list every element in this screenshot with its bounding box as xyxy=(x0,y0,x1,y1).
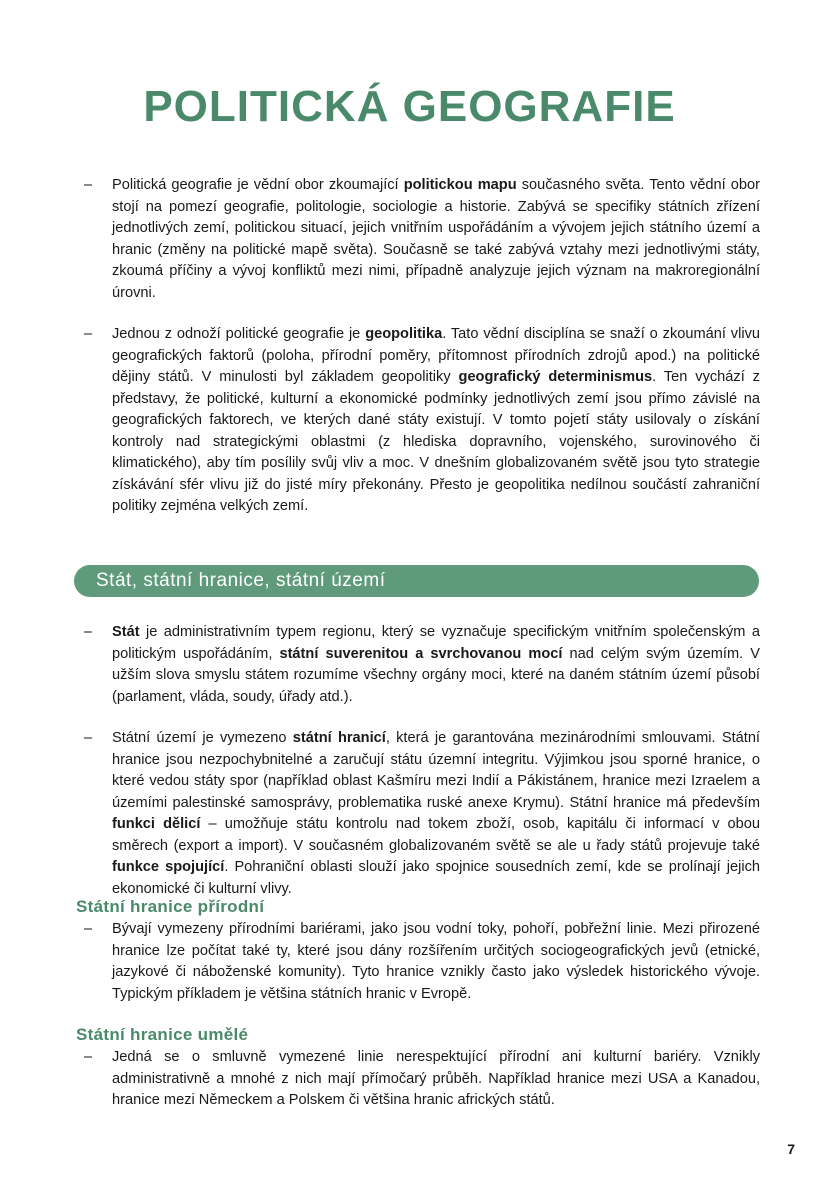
text-run: . Tato vědní disciplína se snaží o zkoumání vlivu geografických faktorů (poloha, přírodní poměry, přítomnost přírodních zdrojů apod.) na politické dějiny států. V minulosti byl základem geopolitiky xyxy=(112,326,761,385)
text-run: Politická geografie je vědní obor zkoumající xyxy=(112,177,404,193)
subheading-natural-borders: Státní hranice přírodní xyxy=(76,897,265,916)
text-run: – umožňuje státu kontrolu nad tokem zboží, osob, kapitálu či informací v obou směrech (export a import). V současném globalizovaném světě se ale u řady států projevuje také xyxy=(112,816,760,854)
bullet-item xyxy=(84,622,760,708)
page-number: 7 xyxy=(787,1141,795,1157)
text-run: , která je garantována mezinárodními smlouvami. Státní hranice jsou nezpochybnitelné a zaručují státu územní integritu. Výjimkou jsou sporné hranice, o které vedou státy spor (například oblast Kašmíru mezi Indií a Pákistánem, hranice mezi Izraelem a územími palestinské samosprávy, problematika ruské anexe Krymu). Státní hranice má především xyxy=(112,730,760,811)
dash-bullet: – xyxy=(84,921,93,937)
paragraph-text: Jedná se o smluvně vymezené linie nerespektující přírodní ani kulturní bariéry. Vznikly administrativně a mnohé z nich mají přímočarý průběh. Například hranice mezi USA a Kanadou, hranice mezi Německem a Polskem či většina hranic afrických států. xyxy=(112,1049,760,1108)
bullet-item xyxy=(84,324,760,518)
text-run: Státní území je vymezeno xyxy=(112,730,293,746)
page-title: POLITICKÁ GEOGRAFIE xyxy=(143,82,676,131)
section-title: Stát, státní hranice, státní území xyxy=(96,570,386,591)
bold-term: státní hranicí xyxy=(292,730,386,746)
subheading-artificial-borders: Státní hranice umělé xyxy=(76,1025,249,1044)
text-run: Jednou z odnoží politické geografie je xyxy=(112,326,366,342)
dash-bullet: – xyxy=(84,326,93,342)
bullet-item xyxy=(84,728,760,900)
text-run: . Ten vychází z představy, že politické, kulturní a ekonomické podmínky jednotlivých zemí jsou přímo závislé na geografických faktorech, ve kterých dané státy existují. V tomto pojetí státy usilovaly o získání kontroly nad strategickými oblastmi (z hlediska dopravního, vojenského, surovinového či klimatického), aby tím posílily svůj vliv a moc. V dnešním globalizovaném světě jsou tyto strategie získávání sfér vlivu již do jisté míry překonány. Přesto je geopolitika nedílnou součástí zahraniční politiky zejména velkých zemí. xyxy=(112,369,760,514)
state-paragraph xyxy=(84,622,760,708)
natural-borders-paragraph xyxy=(84,919,760,1005)
bullet-item xyxy=(84,175,760,304)
paragraph-text xyxy=(112,177,760,301)
paragraph-text xyxy=(112,326,760,514)
intro-paragraph-1 xyxy=(84,175,760,304)
intro-paragraph-2 xyxy=(84,324,760,518)
bold-term: funkci dělicí xyxy=(112,816,201,832)
bold-term: geografický determinismus xyxy=(458,369,653,385)
section-header-bar xyxy=(74,565,759,597)
artificial-borders-paragraph xyxy=(84,1047,760,1112)
paragraph-text: Bývají vymezeny přírodními bariérami, jako jsou vodní toky, pohoří, pobřežní linie. Mezi přirozené hranice lze počítat také ty, které jsou dány rozšířením určitých sociogeografických jevů (etnické, jazykové či náboženské komunity). Tyto hranice vznikly často jako výsledek historického vývoje. Typickým příkladem je většina státních hranic v Evropě. xyxy=(112,921,760,1002)
paragraph-text xyxy=(112,730,760,897)
bold-term: státní suverenitou a svrchovanou mocí xyxy=(279,645,563,662)
dash-bullet: – xyxy=(84,624,93,640)
dash-bullet: – xyxy=(84,730,93,746)
bullet-item xyxy=(84,919,760,1005)
bold-term: funkce spojující xyxy=(112,859,225,875)
border-paragraph xyxy=(84,728,760,900)
bullet-item xyxy=(84,1047,760,1112)
text-run: současného světa. Tento vědní obor stojí na pomezí geografie, politologie, sociologie a historie. Zabývá se specifiky státních zřízení jednotlivých zemí, politickou situací, jejich vnitřním uspořádáním a vývojem jejich státního území a hranic (změny na politické mapě světa). Současně se také zabývá vztahy mezi jednotlivými státy, zkoumá příčiny a vývoj konfliktů mezi nimi, případně analyzuje jejich význam na makroregionální úrovni. xyxy=(112,177,761,301)
dash-bullet: – xyxy=(84,177,93,193)
bold-term: politickou mapu xyxy=(403,177,517,193)
paragraph-text xyxy=(112,624,760,705)
text-run: je administrativním typem regionu, který se vyznačuje specifickým vnitřním společenským a politickým uspořádáním, xyxy=(112,624,760,662)
text-run: nad celým svým územím. V užším slova smyslu státem rozumíme všechny orgány moci, které na daném státním území působí (parlament, vláda, soudy, úřady atd.). xyxy=(112,645,760,705)
text-run: . Pohraniční oblasti slouží jako spojnice sousedních zemí, kde se prolínají jejich ekonomické či kulturní vlivy. xyxy=(112,859,760,897)
bold-term: geopolitika xyxy=(365,326,443,342)
dash-bullet: – xyxy=(84,1049,93,1065)
bold-term: Stát xyxy=(112,624,140,640)
